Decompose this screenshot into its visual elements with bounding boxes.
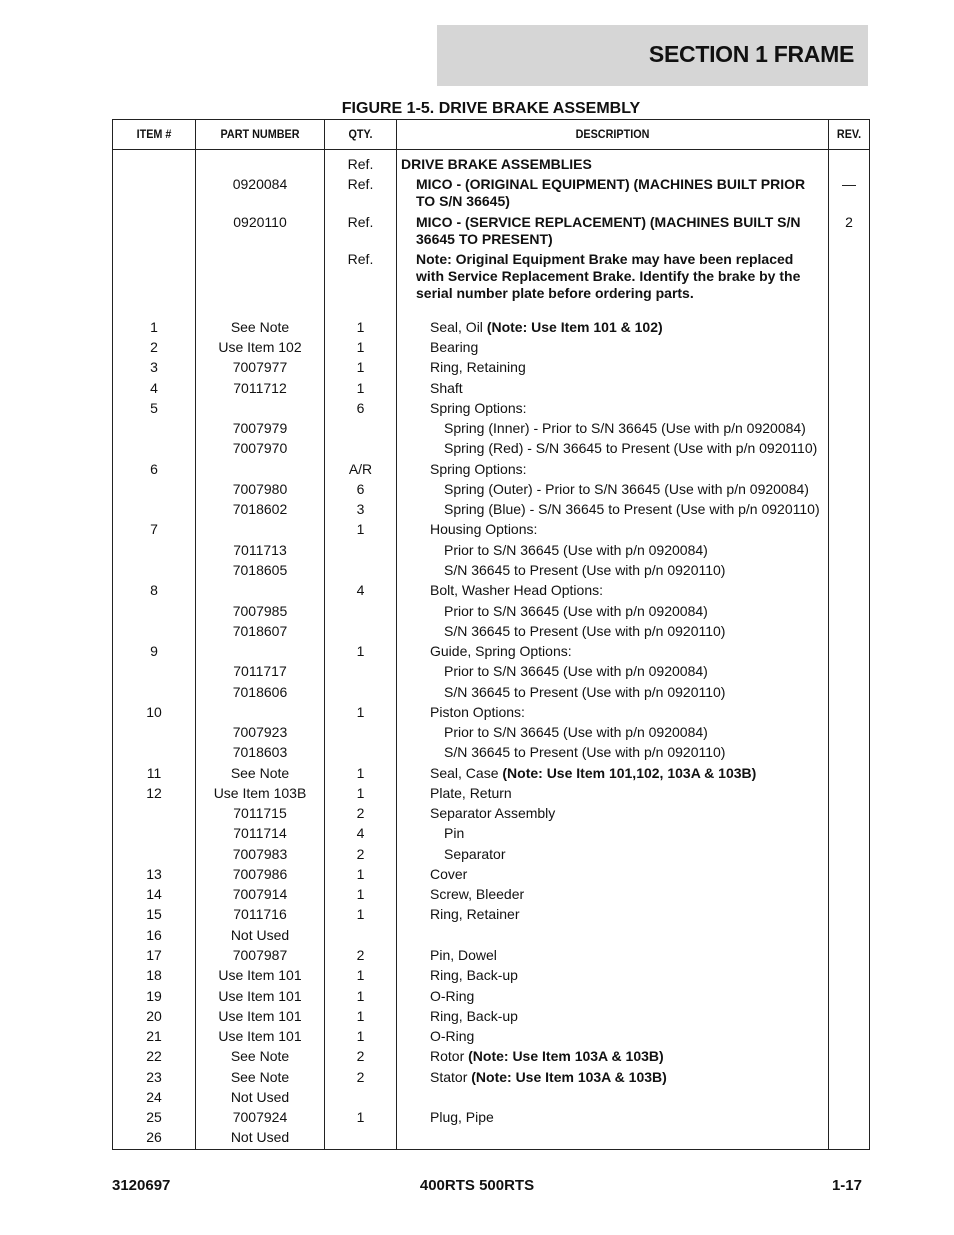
description (401, 825, 823, 842)
description (401, 805, 823, 822)
description-text: Prior to S/N 36645 (Use with p/n 0920084) (444, 542, 708, 558)
description-text: Spring Options: (430, 400, 527, 416)
parts-table (112, 119, 870, 1150)
description-text: Rotor (430, 1048, 469, 1064)
item-number: 7 (150, 521, 158, 537)
description-text: Note: Original Equipment Brake may have been replaced with Service Replacement Brake. Identify the brake by the serial number plate before ordering parts. (416, 251, 801, 301)
revision: 2 (845, 214, 853, 230)
quantity: 6 (356, 400, 365, 416)
part-number: 7011712 (233, 380, 287, 396)
part-number: 7011716 (233, 906, 287, 922)
description (401, 319, 823, 336)
quantity: 1 (356, 339, 365, 355)
description (401, 440, 823, 457)
description (401, 988, 823, 1005)
description (401, 501, 823, 518)
page-number: 1-17 (831, 1177, 862, 1194)
header-item: ITEM # (136, 127, 172, 141)
model-names: 400RTS 500RTS (419, 1177, 535, 1194)
quantity: 1 (356, 380, 365, 396)
quantity: Ref. (347, 214, 374, 230)
description-text: MICO - (SERVICE REPLACEMENT) (MACHINES BUILT S/N 36645 TO PRESENT) (416, 214, 801, 247)
description-text: Pin, Dowel (430, 947, 497, 963)
description-text: Separator (444, 846, 506, 862)
part-number: 7007987 (232, 947, 288, 963)
description-text: Shaft (430, 380, 463, 396)
item-number: 20 (146, 1008, 162, 1024)
item-number: 3 (150, 359, 158, 375)
quantity: 2 (356, 947, 365, 963)
quantity: 1 (356, 785, 365, 801)
item-number: 21 (146, 1028, 162, 1044)
item-number: 13 (146, 866, 162, 882)
description (401, 947, 823, 964)
item-number: 19 (146, 988, 162, 1004)
quantity: 1 (356, 1008, 365, 1024)
description (401, 400, 823, 417)
description-text: Pin (444, 825, 465, 841)
part-number: 7007914 (232, 886, 288, 902)
item-number: 14 (146, 886, 162, 902)
item-number: 5 (150, 400, 158, 416)
part-number: 7018602 (232, 501, 288, 517)
description (401, 461, 823, 478)
quantity: 4 (356, 825, 365, 841)
description (401, 1028, 823, 1045)
description-text: Prior to S/N 36645 (Use with p/n 0920084) (444, 724, 708, 740)
header-rule (113, 149, 869, 150)
part-number: 7007923 (232, 724, 288, 740)
quantity: A/R (348, 461, 373, 477)
description-text: Separator Assembly (430, 805, 556, 821)
quantity: 1 (356, 521, 365, 537)
part-number: 7018605 (232, 562, 288, 578)
section-header (437, 25, 868, 86)
description-text: Ring, Retainer (430, 906, 520, 922)
description (401, 339, 823, 356)
quantity: 6 (356, 481, 365, 497)
description (401, 684, 823, 701)
description-text: Plate, Return (430, 785, 512, 801)
description (401, 562, 823, 579)
description (401, 1008, 823, 1025)
part-number: 7018603 (232, 744, 288, 760)
description (401, 542, 823, 559)
quantity: 1 (356, 988, 365, 1004)
description-note: (Note: Use Item 101 & 102) (486, 319, 663, 335)
description-note: (Note: Use Item 101,102, 103A & 103B) (502, 765, 757, 781)
description-text: Plug, Pipe (430, 1109, 494, 1125)
item-number: 25 (146, 1109, 162, 1125)
quantity: 1 (356, 1028, 365, 1044)
item-number: 9 (150, 643, 158, 659)
part-number: See Note (230, 765, 290, 781)
description-text: Spring (Inner) - Prior to S/N 36645 (Use with p/n 0920084) (444, 420, 806, 436)
item-number: 4 (150, 380, 158, 396)
description-text: Bearing (430, 339, 479, 355)
item-number: 12 (146, 785, 162, 801)
header-qty: QTY. (348, 127, 373, 141)
part-number: 7011717 (233, 663, 287, 679)
description-text: Ring, Retaining (430, 359, 526, 375)
description (401, 866, 823, 883)
description (401, 663, 823, 680)
quantity: 1 (356, 1109, 365, 1125)
description (401, 481, 823, 498)
part-number: Not Used (230, 1129, 290, 1145)
description (401, 582, 823, 599)
item-number: 24 (146, 1089, 162, 1105)
description-text: S/N 36645 to Present (Use with p/n 0920110) (444, 562, 726, 578)
description (401, 846, 823, 863)
quantity: 2 (356, 1069, 365, 1085)
quantity: 1 (356, 866, 365, 882)
part-number: Use Item 101 (218, 1008, 302, 1024)
item-number: 1 (150, 319, 158, 335)
part-number: 7007983 (232, 846, 288, 862)
description (401, 603, 823, 620)
part-number: See Note (230, 319, 290, 335)
description-text: Prior to S/N 36645 (Use with p/n 0920084) (444, 603, 708, 619)
description-text: O-Ring (430, 988, 475, 1004)
description-text: Cover (430, 866, 468, 882)
part-number: Use Item 101 (218, 1028, 302, 1044)
description (401, 1069, 823, 1086)
part-number: 7007985 (232, 603, 288, 619)
part-number: 7007979 (232, 420, 288, 436)
item-number: 18 (146, 967, 162, 983)
item-number: 23 (146, 1069, 162, 1085)
item-number: 8 (150, 582, 158, 598)
description (401, 724, 823, 741)
description-text: Spring (Blue) - S/N 36645 to Present (Use with p/n 0920110) (444, 501, 820, 517)
part-number: 7007977 (232, 359, 288, 375)
part-number: 7011715 (233, 805, 287, 821)
part-number: Use Item 103B (213, 785, 307, 801)
part-number: 7007970 (232, 440, 288, 456)
quantity: Ref. (347, 251, 374, 267)
description-text: Ring, Back-up (430, 967, 518, 983)
header-rev: REV. (836, 127, 862, 141)
header-part-number: PART NUMBER (220, 127, 300, 141)
description (401, 906, 823, 923)
description-text: Spring Options: (430, 461, 527, 477)
description-text: S/N 36645 to Present (Use with p/n 0920110) (444, 623, 726, 639)
item-number: 2 (150, 339, 158, 355)
item-number: 15 (146, 906, 162, 922)
document-number: 3120697 (112, 1177, 171, 1194)
description-text: DRIVE BRAKE ASSEMBLIES (401, 156, 592, 172)
description-text: Seal, Oil (430, 319, 487, 335)
description-text: Seal, Case (430, 765, 503, 781)
quantity: 3 (356, 501, 365, 517)
part-number: 7007980 (232, 481, 288, 497)
description-note: (Note: Use Item 103A & 103B) (471, 1069, 667, 1085)
description (401, 214, 823, 248)
description-text: Prior to S/N 36645 (Use with p/n 0920084) (444, 663, 708, 679)
quantity: 1 (356, 906, 365, 922)
item-number: 26 (146, 1129, 162, 1145)
description (401, 380, 823, 397)
column-divider (396, 120, 397, 1149)
description-text: MICO - (ORIGINAL EQUIPMENT) (MACHINES BUILT PRIOR TO S/N 36645) (416, 176, 806, 209)
quantity: 1 (356, 643, 365, 659)
description (401, 886, 823, 903)
part-number: Use Item 101 (218, 967, 302, 983)
quantity: Ref. (347, 156, 374, 172)
quantity: 2 (356, 805, 365, 821)
part-number: See Note (230, 1069, 290, 1085)
description-text: Screw, Bleeder (430, 886, 525, 902)
description (401, 176, 823, 210)
item-number: 17 (146, 947, 162, 963)
description (401, 744, 823, 761)
description (401, 967, 823, 984)
quantity: 1 (356, 319, 365, 335)
part-number: 7011713 (233, 542, 287, 558)
quantity: 2 (356, 1048, 365, 1064)
part-number: Not Used (230, 1089, 290, 1105)
description (401, 521, 823, 538)
item-number: 11 (146, 765, 162, 781)
description (401, 704, 823, 721)
quantity: 1 (356, 967, 365, 983)
part-number: 7011714 (233, 825, 287, 841)
quantity: 1 (356, 765, 365, 781)
revision: — (842, 176, 856, 192)
section-title: SECTION 1 FRAME (648, 41, 854, 67)
quantity: 1 (356, 359, 365, 375)
description (401, 156, 823, 173)
description (401, 420, 823, 437)
description-text: Guide, Spring Options: (430, 643, 572, 659)
part-number: 7018607 (232, 623, 288, 639)
description (401, 643, 823, 660)
description (401, 251, 823, 302)
part-number: Use Item 101 (218, 988, 302, 1004)
description-text: O-Ring (430, 1028, 475, 1044)
column-divider (828, 120, 829, 1149)
part-number: 0920084 (232, 176, 288, 192)
item-number: 6 (150, 461, 158, 477)
quantity: 1 (356, 704, 365, 720)
quantity: 4 (356, 582, 365, 598)
quantity: Ref. (347, 176, 374, 192)
part-number: 7018606 (232, 684, 288, 700)
figure-title: FIGURE 1-5. DRIVE BRAKE ASSEMBLY (341, 100, 641, 117)
description (401, 1109, 823, 1126)
item-number: 16 (146, 927, 162, 943)
item-number: 10 (146, 704, 162, 720)
part-number: Use Item 102 (218, 339, 302, 355)
part-number: 0920110 (233, 214, 287, 230)
description-text: Spring (Red) - S/N 36645 to Present (Use with p/n 0920110) (444, 440, 818, 456)
description-text: Ring, Back-up (430, 1008, 518, 1024)
description-text: Piston Options: (430, 704, 525, 720)
description-text: Spring (Outer) - Prior to S/N 36645 (Use with p/n 0920084) (444, 481, 809, 497)
description-text: S/N 36645 to Present (Use with p/n 0920110) (444, 684, 726, 700)
description (401, 765, 823, 782)
description-text: Stator (430, 1069, 472, 1085)
description-text: Housing Options: (430, 521, 538, 537)
description-note: (Note: Use Item 103A & 103B) (468, 1048, 664, 1064)
part-number: See Note (230, 1048, 290, 1064)
description (401, 623, 823, 640)
quantity: 1 (356, 886, 365, 902)
description (401, 785, 823, 802)
description-text: Bolt, Washer Head Options: (430, 582, 604, 598)
header-description: DESCRIPTION (575, 127, 650, 141)
part-number: Not Used (230, 927, 290, 943)
item-number: 22 (146, 1048, 162, 1064)
description-text: S/N 36645 to Present (Use with p/n 0920110) (444, 744, 726, 760)
part-number: 7007986 (232, 866, 288, 882)
part-number: 7007924 (232, 1109, 288, 1125)
quantity: 2 (356, 846, 365, 862)
description (401, 1048, 823, 1065)
description (401, 359, 823, 376)
